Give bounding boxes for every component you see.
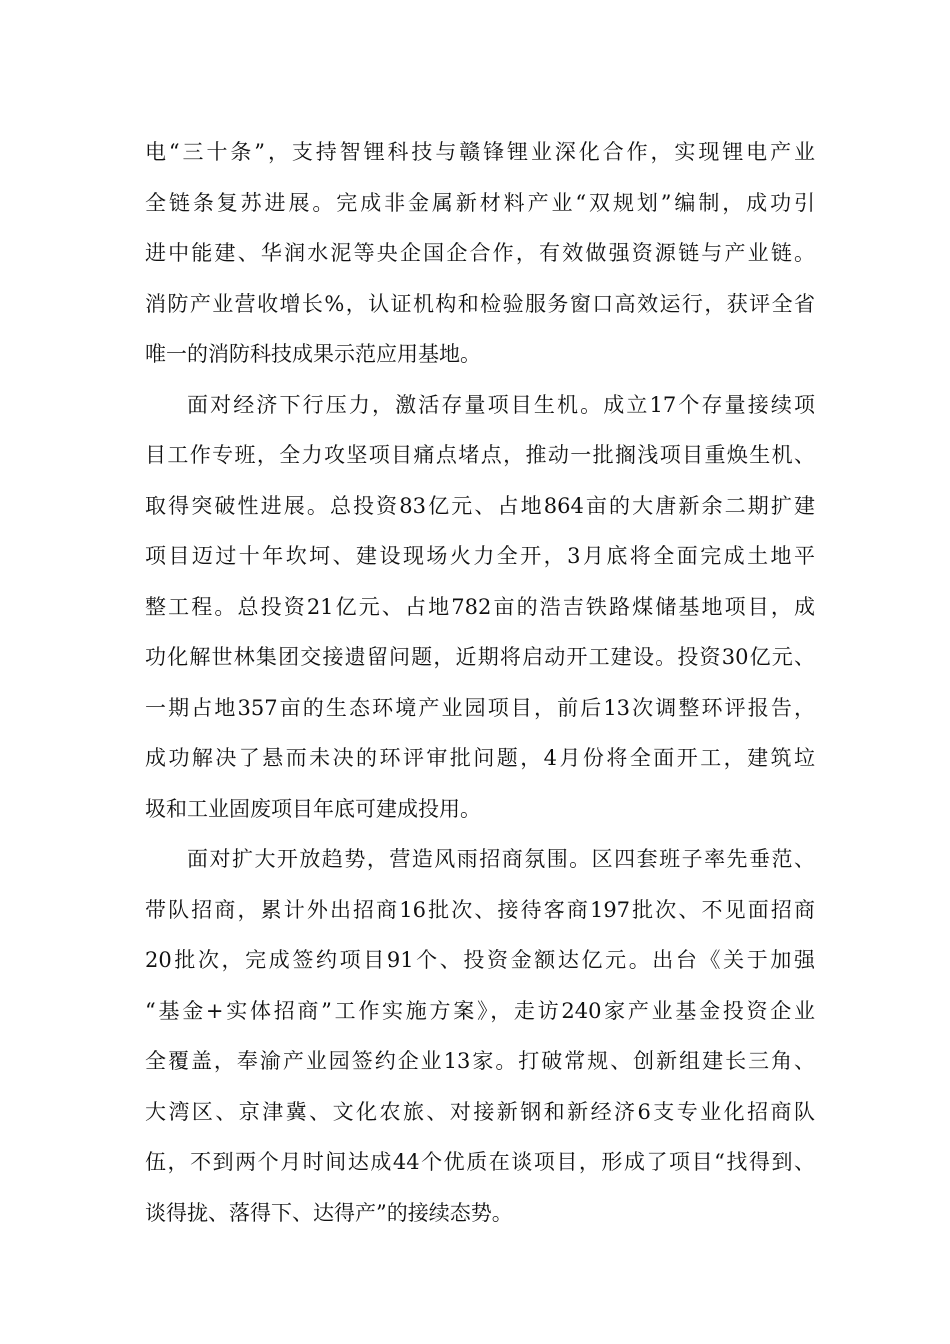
paragraph-1-line-4: 消防产业营收增长%，认证机构和检验服务窗口高效运行，获评全省 bbox=[145, 291, 815, 316]
paragraph-3-line-7: 伍，不到两个月时间达成44个优质在谈项目，形成了项目“找得到、 bbox=[145, 1150, 815, 1174]
paragraph-3-line-6: 大湾区、京津冀、文化农旅、对接新钢和新经济6支专业化招商队 bbox=[145, 1099, 815, 1124]
paragraph-3-line-3: 20批次，完成签约项目91个、投资金额达亿元。出台《关于加强 bbox=[145, 948, 815, 972]
paragraph-2-line-7: 一期占地357亩的生态环境产业园项目，前后13次调整环评报告， bbox=[145, 695, 815, 720]
paragraph-2-line-2: 目工作专班，全力攻坚项目痛点堵点，推动一批搁浅项目重焕生机、 bbox=[145, 443, 815, 467]
body-text bbox=[145, 127, 815, 1238]
paragraph-1-line-1: 电“三十条”，支持智锂科技与赣锋锂业深化合作，实现锂电产业 bbox=[145, 140, 815, 164]
paragraph-3-line-8: 谈得拢、落得下、达得产”的接续态势。 bbox=[145, 1200, 513, 1225]
paragraph-3-line-5: 全覆盖，奉渝产业园签约企业13家。打破常规、创新组建长三角、 bbox=[145, 1049, 815, 1073]
paragraph-1-line-3: 进中能建、华润水泥等央企国企合作，有效做强资源链与产业链。 bbox=[145, 241, 815, 265]
paragraph-3-line-1: 面对扩大开放趋势，营造风雨招商氛围。区四套班子率先垂范、 bbox=[187, 847, 815, 871]
paragraph-3-line-4: “基金+实体招商”工作实施方案》，走访240家产业基金投资企业 bbox=[145, 998, 815, 1023]
paragraph-1-line-5: 唯一的消防科技成果示范应用基地。 bbox=[145, 342, 481, 366]
paragraph-1-line-2: 全链条复苏进展。完成非金属新材料产业“双规划”编制，成功引 bbox=[145, 190, 815, 215]
paragraph-2-line-8: 成功解决了悬而未决的环评审批问题，4月份将全面开工，建筑垃 bbox=[145, 746, 815, 770]
paragraph-2-line-4: 项目迈过十年坎坷、建设现场火力全开，3月底将全面完成土地平 bbox=[145, 544, 815, 568]
paragraph-2-line-5: 整工程。总投资21亿元、占地782亩的浩吉铁路煤储基地项目，成 bbox=[145, 594, 815, 619]
paragraph-2-line-9: 圾和工业固废项目年底可建成投用。 bbox=[145, 796, 481, 821]
paragraph-3-line-2: 带队招商，累计外出招商16批次、接待客商197批次、不见面招商 bbox=[145, 897, 815, 922]
paragraph-2-line-3: 取得突破性进展。总投资83亿元、占地864亩的大唐新余二期扩建 bbox=[145, 493, 815, 518]
paragraph-2-line-1: 面对经济下行压力，激活存量项目生机。成立17个存量接续项 bbox=[187, 392, 815, 417]
paragraph-2-line-6: 功化解世林集团交接遗留问题，近期将启动开工建设。投资30亿元、 bbox=[145, 645, 815, 669]
